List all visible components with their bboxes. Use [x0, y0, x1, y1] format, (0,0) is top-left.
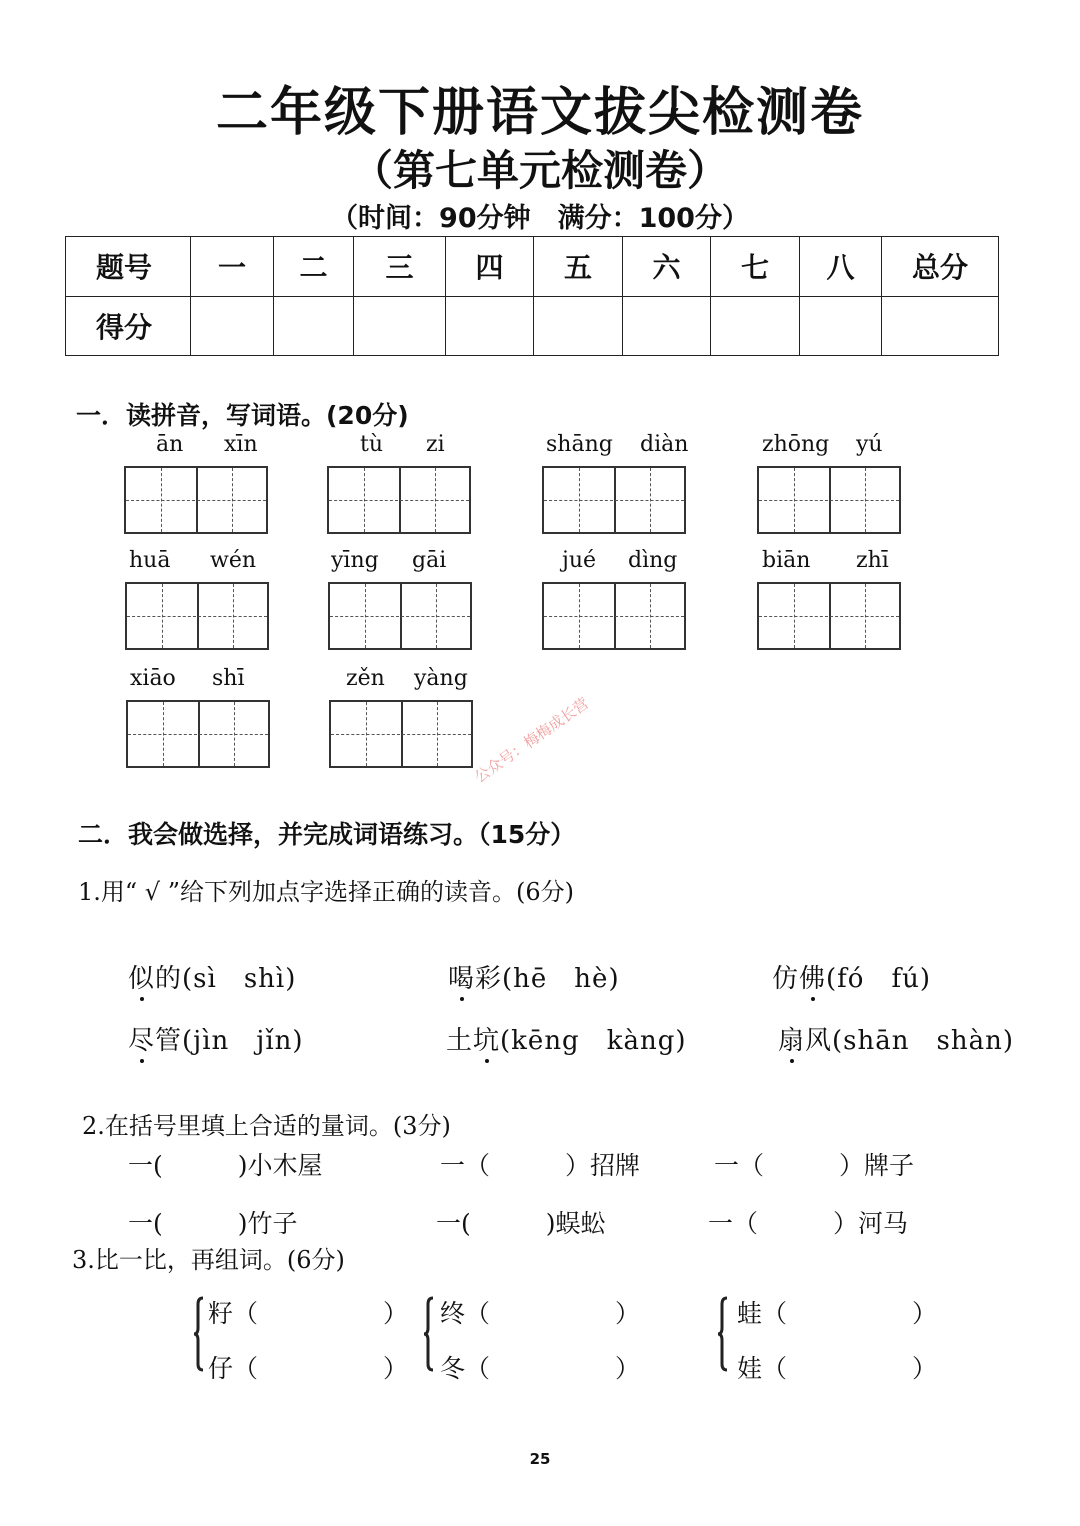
dotted-char: 似: [128, 958, 155, 995]
table-cell: 四: [446, 237, 534, 297]
score-cell[interactable]: [191, 296, 274, 356]
table-cell: 题号: [66, 237, 191, 297]
brace-icon: [424, 1296, 434, 1372]
pinyin-options[interactable]: (jìn jǐn): [182, 1026, 304, 1056]
pinyin: yīng: [331, 548, 379, 573]
word-rest: 彩: [475, 964, 503, 994]
score-table-header-row: [66, 237, 999, 297]
score-cell[interactable]: [623, 296, 711, 356]
measure-word-item[interactable]: 一( )小木屋: [128, 1151, 323, 1180]
dotted-char: 尽: [128, 1020, 155, 1057]
compare-item[interactable]: 仔（ ）: [208, 1354, 409, 1383]
pinyin-options[interactable]: (fó fú): [826, 964, 931, 994]
compare-item[interactable]: 冬（ ）: [440, 1354, 641, 1383]
pinyin: gāi: [412, 548, 447, 573]
pinyin: tù: [360, 432, 384, 457]
compare-item[interactable]: 终（ ）: [440, 1299, 641, 1328]
measure-word-item[interactable]: 一( )竹子: [128, 1209, 298, 1238]
pinyin: jué: [562, 548, 597, 573]
table-cell: 得分: [66, 296, 191, 356]
pinyin: diàn: [640, 432, 689, 457]
writing-grid[interactable]: [124, 466, 268, 534]
dotted-char: 坑: [473, 1020, 500, 1057]
watermark: 公众号：梅梅成长营: [471, 694, 593, 787]
table-cell: 一: [191, 237, 274, 297]
pinyin: yàng: [414, 666, 468, 691]
reading-item: [448, 958, 620, 995]
score-cell[interactable]: [274, 296, 354, 356]
brace-icon: [718, 1296, 728, 1372]
pinyin: zhōng: [762, 432, 830, 457]
pinyin: zi: [426, 432, 445, 457]
table-cell: 五: [534, 237, 623, 297]
q1-title: 1.用“ √ ”给下列加点字选择正确的读音。(6分): [78, 878, 574, 906]
pinyin: xiāo: [130, 666, 176, 691]
measure-word-item[interactable]: 一（ ）河马: [708, 1209, 909, 1238]
pinyin: yú: [856, 432, 883, 457]
compare-item[interactable]: 蛙（ ）: [737, 1299, 938, 1328]
pinyin-options[interactable]: (sì shì): [182, 964, 297, 994]
pinyin-options[interactable]: (kēng kàng): [500, 1026, 687, 1056]
reading-item: [128, 958, 296, 995]
score-cell[interactable]: [446, 296, 534, 356]
pinyin: biān: [762, 548, 811, 573]
measure-word-item[interactable]: 一（ ）招牌: [440, 1151, 641, 1180]
table-cell: 六: [623, 237, 711, 297]
section2-title: 二．我会做选择，并完成词语练习。（15分）: [78, 820, 576, 849]
pinyin-options[interactable]: (shān shàn): [832, 1026, 1014, 1056]
word-rest: 土: [446, 1026, 474, 1056]
pinyin: shāng: [546, 432, 613, 457]
section1-title: 一．读拼音，写词语。(20分): [76, 401, 409, 430]
word-rest: 风: [805, 1026, 833, 1056]
word-rest: 仿: [772, 964, 800, 994]
table-cell: 二: [274, 237, 354, 297]
pinyin: shī: [212, 666, 245, 691]
dotted-char: 喝: [448, 958, 475, 995]
writing-grid[interactable]: [329, 700, 473, 768]
measure-word-item[interactable]: 一( )蜈蚣: [436, 1209, 606, 1238]
score-cell[interactable]: [882, 296, 999, 356]
word-rest: 的: [155, 964, 183, 994]
page-title: 二年级下册语文拔尖检测卷: [215, 83, 864, 143]
pinyin: zhī: [856, 548, 889, 573]
table-cell: 三: [354, 237, 446, 297]
compare-item[interactable]: 娃（ ）: [737, 1354, 938, 1383]
reading-item: [778, 1020, 1014, 1057]
table-cell: 八: [800, 237, 882, 297]
writing-grid[interactable]: [328, 582, 472, 650]
writing-grid[interactable]: [126, 700, 270, 768]
reading-item: [446, 1020, 687, 1057]
writing-grid[interactable]: [125, 582, 269, 650]
dotted-char: 扇: [778, 1020, 805, 1057]
score-cell[interactable]: [354, 296, 446, 356]
table-cell: 总分: [882, 237, 999, 297]
page-subtitle: （第七单元检测卷）: [350, 146, 729, 195]
word-rest: 管: [155, 1026, 183, 1056]
brace-icon: [194, 1296, 204, 1372]
q3-title: 3.比一比，再组词。(6分): [72, 1246, 345, 1274]
dotted-char: 佛: [799, 958, 826, 995]
compare-item[interactable]: 籽（ ）: [208, 1299, 409, 1328]
table-cell: 七: [711, 237, 800, 297]
pinyin: wén: [210, 548, 257, 573]
score-table: [65, 236, 999, 356]
measure-word-item[interactable]: 一（ ）牌子: [714, 1151, 915, 1180]
pinyin: xīn: [224, 432, 258, 457]
pinyin: zěn: [346, 666, 385, 691]
score-cell[interactable]: [711, 296, 800, 356]
writing-grid[interactable]: [327, 466, 471, 534]
writing-grid[interactable]: [542, 582, 686, 650]
writing-grid[interactable]: [542, 466, 686, 534]
exam-meta: （时间：90分钟 满分：100分）: [331, 203, 749, 234]
writing-grid[interactable]: [757, 582, 901, 650]
score-cell[interactable]: [534, 296, 623, 356]
reading-item: [772, 958, 931, 995]
writing-grid[interactable]: [757, 466, 901, 534]
pinyin: ān: [156, 432, 184, 457]
pinyin-options[interactable]: (hē hè): [502, 964, 620, 994]
score-table-score-row: [66, 296, 999, 356]
pinyin: dìng: [628, 548, 678, 573]
pinyin: huā: [129, 548, 171, 573]
reading-item: [128, 1020, 304, 1057]
page-number: 25: [529, 1450, 551, 1468]
score-cell[interactable]: [800, 296, 882, 356]
q2-title: 2.在括号里填上合适的量词。(3分): [82, 1112, 451, 1140]
